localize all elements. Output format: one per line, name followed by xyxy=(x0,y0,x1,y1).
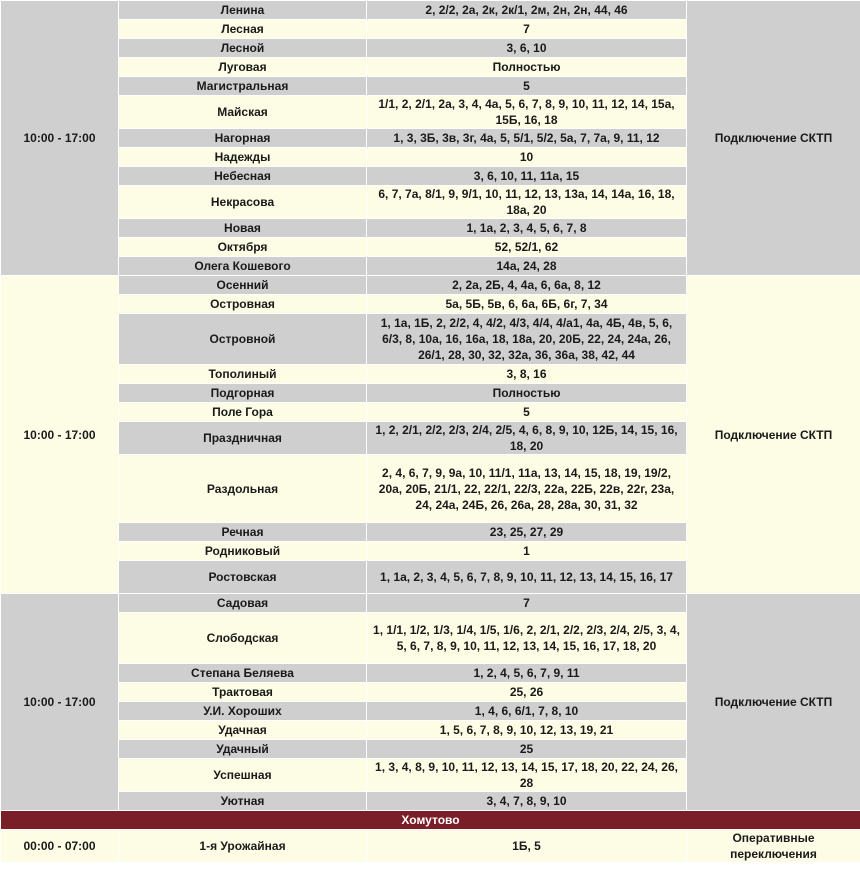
street-cell: Поле Гора xyxy=(119,403,367,422)
street-cell: Луговая xyxy=(119,58,367,77)
street-cell: Речная xyxy=(119,523,367,542)
street-cell: Майская xyxy=(119,96,367,129)
street-cell: Новая xyxy=(119,219,367,238)
street-cell: Нагорная xyxy=(119,129,367,148)
houses-cell: 1 xyxy=(367,542,687,561)
houses-cell: 2, 2а, 2Б, 4, 4а, 6, 6а, 8, 12 xyxy=(367,276,687,295)
houses-cell: 25 xyxy=(367,740,687,759)
time-cell: 10:00 - 17:00 xyxy=(1,594,119,811)
houses-cell: 5а, 5Б, 5в, 6, 6а, 6Б, 6г, 7, 34 xyxy=(367,295,687,314)
street-cell: Лесной xyxy=(119,39,367,58)
houses-cell: 1, 1а, 2, 3, 4, 5, 6, 7, 8 xyxy=(367,219,687,238)
houses-cell: 3, 6, 10, 11, 11а, 15 xyxy=(367,167,687,186)
houses-cell: 3, 8, 16 xyxy=(367,365,687,384)
street-cell: Небесная xyxy=(119,167,367,186)
time-cell: 10:00 - 17:00 xyxy=(1,276,119,594)
street-cell: Трактовая xyxy=(119,683,367,702)
houses-cell: 1Б, 5 xyxy=(367,830,687,863)
houses-cell: 10 xyxy=(367,148,687,167)
street-cell: Родниковый xyxy=(119,542,367,561)
street-cell: У.И. Хороших xyxy=(119,702,367,721)
street-cell: Магистральная xyxy=(119,77,367,96)
houses-cell: 5 xyxy=(367,403,687,422)
street-cell: Садовая xyxy=(119,594,367,613)
street-cell: Тополиный xyxy=(119,365,367,384)
work-type-cell: Оперативные переключения xyxy=(687,830,860,863)
street-cell: Подгорная xyxy=(119,384,367,403)
street-cell: Олега Кошевого xyxy=(119,257,367,276)
table-row xyxy=(1,276,860,295)
street-cell: Ростовская xyxy=(119,561,367,594)
street-cell: 1-я Урожайная xyxy=(119,830,367,863)
houses-cell: Полностью xyxy=(367,384,687,403)
houses-cell: 1, 2, 4, 5, 6, 7, 9, 11 xyxy=(367,664,687,683)
time-cell: 10:00 - 17:00 xyxy=(1,1,119,276)
table-row xyxy=(1,830,860,863)
houses-cell: 1, 5, 6, 7, 8, 9, 10, 12, 13, 19, 21 xyxy=(367,721,687,740)
houses-cell: 3, 6, 10 xyxy=(367,39,687,58)
houses-cell: 2, 4, 6, 7, 9, 9а, 10, 11/1, 11а, 13, 14, 15, 18, 19, 19/2, 20а, 20Б, 21/1, 22, 22/1, 22/3, 22а, 22Б, 22в, 22г, 23а, 24, 24а, 24Б, 26, 26а, 28, 28а, 30, 31, 32 xyxy=(367,455,687,523)
street-cell: Уютная xyxy=(119,792,367,811)
work-type-cell: Подключение СКТП xyxy=(687,594,860,811)
street-cell: Удачный xyxy=(119,740,367,759)
street-cell: Надежды xyxy=(119,148,367,167)
houses-cell: 3, 4, 7, 8, 9, 10 xyxy=(367,792,687,811)
street-cell: Успешная xyxy=(119,759,367,792)
houses-cell: Полностью xyxy=(367,58,687,77)
street-cell: Лесная xyxy=(119,20,367,39)
houses-cell: 1, 1а, 2, 3, 4, 5, 6, 7, 8, 9, 10, 11, 12, 13, 14, 15, 16, 17 xyxy=(367,561,687,594)
locality-band-row xyxy=(1,811,860,830)
street-cell: Слободская xyxy=(119,613,367,664)
houses-cell: 1/1, 2, 2/1, 2а, 3, 4, 4а, 5, 6, 7, 8, 9, 10, 11, 12, 14, 15а, 15Б, 16, 18 xyxy=(367,96,687,129)
houses-cell: 2, 2/2, 2а, 2к, 2к/1, 2м, 2н, 2н, 44, 46 xyxy=(367,1,687,20)
houses-cell: 23, 25, 27, 29 xyxy=(367,523,687,542)
street-cell: Степана Беляева xyxy=(119,664,367,683)
street-cell: Некрасова xyxy=(119,186,367,219)
houses-cell: 7 xyxy=(367,594,687,613)
street-cell: Раздольная xyxy=(119,455,367,523)
houses-cell: 14а, 24, 28 xyxy=(367,257,687,276)
houses-cell: 1, 2, 2/1, 2/2, 2/3, 2/4, 2/5, 4, 6, 8, 9, 10, 12Б, 14, 15, 16, 18, 20 xyxy=(367,422,687,455)
table-row xyxy=(1,1,860,20)
street-cell: Осенний xyxy=(119,276,367,295)
houses-cell: 1, 1/1, 1/2, 1/3, 1/4, 1/5, 1/6, 2, 2/1, 2/2, 2/3, 2/4, 2/5, 3, 4, 5, 6, 7, 8, 9, 10, 11, 12, 13, 14, 15, 16, 17, 18, 20 xyxy=(367,613,687,664)
table-row xyxy=(1,594,860,613)
street-cell: Ленина xyxy=(119,1,367,20)
street-cell: Удачная xyxy=(119,721,367,740)
schedule-body xyxy=(1,1,860,863)
houses-cell: 1, 1а, 1Б, 2, 2/2, 4, 4/2, 4/3, 4/4, 4/а1, 4а, 4Б, 4в, 5, 6, 6/3, 8, 10а, 16, 16а, 18, 18а, 20, 20Б, 22, 24, 24а, 26, 26/1, 28, 30, 32, 32а, 36, 36а, 38, 42, 44 xyxy=(367,314,687,365)
street-cell: Островная xyxy=(119,295,367,314)
houses-cell: 6, 7, 7а, 8/1, 9, 9/1, 10, 11, 12, 13, 13а, 14, 14а, 16, 18, 18а, 20 xyxy=(367,186,687,219)
work-type-cell: Подключение СКТП xyxy=(687,1,860,276)
houses-cell: 52, 52/1, 62 xyxy=(367,238,687,257)
houses-cell: 25, 26 xyxy=(367,683,687,702)
houses-cell: 1, 3, 3Б, 3в, 3г, 4а, 5, 5/1, 5/2, 5а, 7, 7а, 9, 11, 12 xyxy=(367,129,687,148)
time-cell: 00:00 - 07:00 xyxy=(1,830,119,863)
houses-cell: 7 xyxy=(367,20,687,39)
street-cell: Праздничная xyxy=(119,422,367,455)
houses-cell: 1, 4, 6, 6/1, 7, 8, 10 xyxy=(367,702,687,721)
street-cell: Октября xyxy=(119,238,367,257)
houses-cell: 1, 3, 4, 8, 9, 10, 11, 12, 13, 14, 15, 17, 18, 20, 22, 24, 26, 28 xyxy=(367,759,687,792)
work-type-cell: Подключение СКТП xyxy=(687,276,860,594)
locality-name: Хомутово xyxy=(1,811,860,830)
street-cell: Островной xyxy=(119,314,367,365)
houses-cell: 5 xyxy=(367,77,687,96)
